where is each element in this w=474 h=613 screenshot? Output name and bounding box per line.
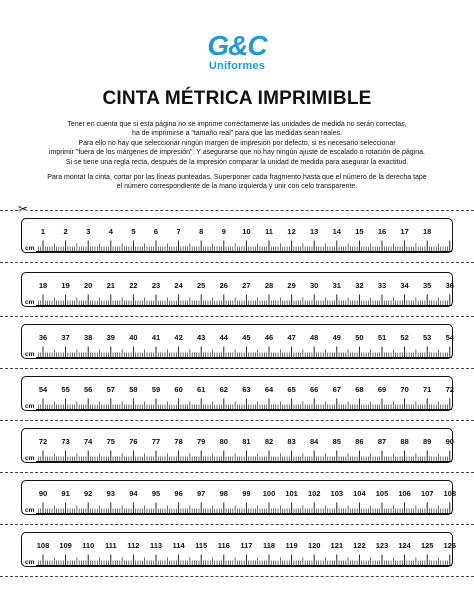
- cm-number: 36: [38, 333, 48, 342]
- cm-number: 122: [353, 541, 366, 550]
- cm-number: 87: [377, 437, 387, 446]
- cm-number: 23: [151, 281, 161, 290]
- cm-number: 83: [287, 437, 296, 446]
- cm-number: 21: [106, 281, 115, 290]
- cm-number: 12: [287, 227, 296, 236]
- ruler-scale: [22, 481, 457, 516]
- page-title: CINTA MÉTRICA IMPRIMIBLE: [102, 88, 372, 109]
- cm-number: 103: [330, 489, 344, 498]
- cm-number: 92: [84, 489, 93, 498]
- cut-line: [0, 262, 474, 263]
- intro-line: imprimir "fuera de los márgenes de impresión". Y asegurarse que no hay ningún ajuste de escalado o rotación de página.: [49, 149, 425, 157]
- cm-number: 111: [104, 541, 117, 550]
- instruction-line: el número correspondiente de la mano izquierda y unir con celo transparente.: [116, 183, 358, 191]
- cm-number: 63: [242, 385, 251, 394]
- cm-number: 84: [310, 437, 319, 446]
- cm-number: 41: [151, 333, 161, 342]
- cm-number: 37: [61, 333, 70, 342]
- ruler-strip: [21, 532, 457, 567]
- cm-number: 51: [377, 333, 387, 342]
- cm-number: 50: [355, 333, 364, 342]
- cm-number: 62: [219, 385, 228, 394]
- cm-number: 35: [423, 281, 432, 290]
- cm-number: 72: [38, 437, 48, 446]
- cm-number: 67: [332, 385, 341, 394]
- ruler-scale: [22, 273, 454, 308]
- unit-label: cm: [25, 403, 35, 410]
- cm-number: 56: [84, 385, 93, 394]
- intro-line: Si se tiene una regla recta, después de la impresión comparar la unidad de medida para asegurar la exactitud.: [65, 158, 409, 166]
- cut-line: [0, 368, 474, 369]
- cm-number: 54: [38, 385, 48, 394]
- cm-number: 97: [197, 489, 206, 498]
- cm-number: 69: [377, 385, 387, 394]
- cm-number: 88: [400, 437, 409, 446]
- cm-number: 4: [108, 227, 113, 236]
- cm-number: 49: [332, 333, 341, 342]
- cm-number: 40: [129, 333, 138, 342]
- cm-number: 73: [61, 437, 70, 446]
- cm-number: 36: [445, 281, 454, 290]
- cm-number: 52: [400, 333, 409, 342]
- cm-number: 66: [310, 385, 319, 394]
- cm-number: 78: [174, 437, 183, 446]
- cm-number: 121: [330, 541, 344, 550]
- ruler-strip: [21, 428, 453, 463]
- cm-number: 28: [264, 281, 274, 290]
- cm-number: 15: [355, 227, 364, 236]
- unit-label: cm: [25, 507, 35, 514]
- ruler-strip: [21, 324, 453, 359]
- cm-number: 70: [400, 385, 409, 394]
- logo-subtitle: Uniformes: [208, 60, 266, 72]
- cm-number: 53: [423, 333, 432, 342]
- cm-number: 47: [287, 333, 296, 342]
- unit-label: cm: [25, 559, 35, 566]
- cm-number: 29: [287, 281, 296, 290]
- cm-number: 108: [443, 489, 457, 498]
- cm-number: 106: [398, 489, 411, 498]
- cm-number: 104: [353, 489, 366, 498]
- cm-number: 89: [423, 437, 432, 446]
- cm-number: 57: [106, 385, 115, 394]
- cm-number: 76: [129, 437, 138, 446]
- cm-number: 10: [242, 227, 251, 236]
- cm-number: 3: [86, 227, 91, 236]
- cm-number: 79: [197, 437, 206, 446]
- cm-number: 107: [420, 489, 434, 498]
- cm-number: 72: [445, 385, 454, 394]
- cm-number: 58: [129, 385, 138, 394]
- cm-number: 123: [375, 541, 389, 550]
- cm-number: 26: [219, 281, 228, 290]
- ruler-scale: [22, 533, 457, 568]
- cm-number: 55: [61, 385, 70, 394]
- cm-number: 20: [84, 281, 93, 290]
- cm-number: 31: [332, 281, 341, 290]
- cm-number: 95: [151, 489, 161, 498]
- cm-number: 108: [36, 541, 50, 550]
- ruler-scale: [22, 377, 454, 412]
- cm-number: 93: [106, 489, 115, 498]
- cm-number: 38: [84, 333, 93, 342]
- cm-number: 86: [355, 437, 364, 446]
- cm-number: 115: [195, 541, 208, 550]
- intro-line: Para ello no hay que seleccionar ningún margen de impresión por defecto, si es necesario seleccionar: [78, 139, 396, 147]
- cm-number: 74: [84, 437, 93, 446]
- cm-number: 48: [310, 333, 319, 342]
- cm-number: 39: [106, 333, 115, 342]
- cm-number: 99: [242, 489, 251, 498]
- cm-number: 118: [262, 541, 276, 550]
- cm-number: 117: [240, 541, 253, 550]
- cm-number: 102: [307, 489, 321, 498]
- cm-number: 54: [445, 333, 454, 342]
- cut-line: [0, 316, 474, 317]
- cm-number: 77: [151, 437, 161, 446]
- cm-number: 120: [307, 541, 321, 550]
- cm-number: 105: [375, 489, 389, 498]
- cm-number: 27: [242, 281, 251, 290]
- cm-number: 32: [355, 281, 364, 290]
- cm-number: 91: [61, 489, 70, 498]
- cm-number: 124: [398, 541, 411, 550]
- intro-line: ha de imprimirse a “tamaño real” para que las medidas sean reales.: [131, 130, 343, 138]
- cm-number: 16: [377, 227, 387, 236]
- cut-line: [0, 472, 474, 473]
- cm-number: 59: [151, 385, 161, 394]
- cm-number: 109: [59, 541, 72, 550]
- cm-number: 34: [400, 281, 409, 290]
- cm-number: 18: [423, 227, 432, 236]
- cm-number: 8: [199, 227, 204, 236]
- cm-number: 112: [127, 541, 140, 550]
- cut-line: [0, 420, 474, 421]
- ruler-scale: [22, 325, 454, 360]
- cm-number: 14: [332, 227, 341, 236]
- cm-number: 80: [219, 437, 228, 446]
- ruler-strip: [21, 218, 453, 253]
- cm-number: 90: [38, 489, 48, 498]
- unit-label: cm: [25, 245, 35, 252]
- intro-line: Tener en cuenta que si esta página no se imprime correctamente las unidades de medida no serán correctas,: [67, 121, 407, 128]
- unit-label: cm: [25, 351, 35, 358]
- cut-line: [0, 576, 474, 577]
- cm-number: 101: [285, 489, 298, 498]
- cm-number: 61: [197, 385, 206, 394]
- cm-number: 94: [129, 489, 138, 498]
- cm-number: 24: [174, 281, 183, 290]
- ruler-scale: [22, 219, 454, 254]
- cm-number: 46: [264, 333, 274, 342]
- cm-number: 119: [285, 541, 298, 550]
- intro-text: [0, 120, 474, 192]
- cm-number: 30: [310, 281, 319, 290]
- cm-number: 60: [174, 385, 183, 394]
- instruction-line: Para montar la cinta, cortar por las líneas punteadas. Superponer cada fragmento hasta que el número de la derecha tape: [47, 174, 427, 182]
- ruler-strip: [21, 480, 457, 515]
- ruler-scale: [22, 429, 454, 464]
- cm-number: 71: [423, 385, 432, 394]
- brand-logo: [0, 32, 474, 72]
- cm-number: 42: [174, 333, 183, 342]
- cm-number: 9: [221, 227, 226, 236]
- cm-number: 126: [443, 541, 457, 550]
- cut-line: [0, 210, 474, 211]
- cm-number: 98: [219, 489, 228, 498]
- cm-number: 96: [174, 489, 183, 498]
- cm-number: 81: [242, 437, 251, 446]
- cm-number: 13: [310, 227, 319, 236]
- cm-number: 45: [242, 333, 251, 342]
- cm-number: 114: [172, 541, 185, 550]
- cm-number: 44: [219, 333, 228, 342]
- cm-number: 6: [153, 227, 159, 236]
- cm-number: 43: [197, 333, 206, 342]
- cm-number: 113: [149, 541, 163, 550]
- cm-number: 11: [265, 227, 273, 236]
- cm-number: 100: [262, 489, 276, 498]
- cm-number: 65: [287, 385, 296, 394]
- cm-number: 64: [264, 385, 274, 394]
- cm-number: 22: [129, 281, 138, 290]
- cm-number: 5: [131, 227, 136, 236]
- cm-number: 85: [332, 437, 341, 446]
- cm-number: 82: [264, 437, 274, 446]
- cm-number: 7: [176, 227, 181, 236]
- cm-number: 68: [355, 385, 364, 394]
- ruler-strip: [21, 272, 453, 307]
- unit-label: cm: [25, 299, 35, 306]
- logo-mark: G&C: [207, 30, 267, 61]
- cm-number: 75: [106, 437, 115, 446]
- cm-number: 18: [38, 281, 48, 290]
- unit-label: cm: [25, 455, 35, 462]
- cm-number: 19: [61, 281, 70, 290]
- cm-number: 17: [400, 227, 409, 236]
- cm-number: 1: [40, 227, 46, 236]
- cm-number: 125: [420, 541, 434, 550]
- cut-line: [0, 524, 474, 525]
- cm-number: 116: [217, 541, 230, 550]
- cm-number: 110: [82, 541, 95, 550]
- ruler-strip: [21, 376, 453, 411]
- cm-number: 25: [197, 281, 206, 290]
- cm-number: 33: [377, 281, 387, 290]
- scissors-icon: ✂: [18, 202, 29, 216]
- cm-number: 90: [445, 437, 454, 446]
- cm-number: 2: [63, 227, 68, 236]
